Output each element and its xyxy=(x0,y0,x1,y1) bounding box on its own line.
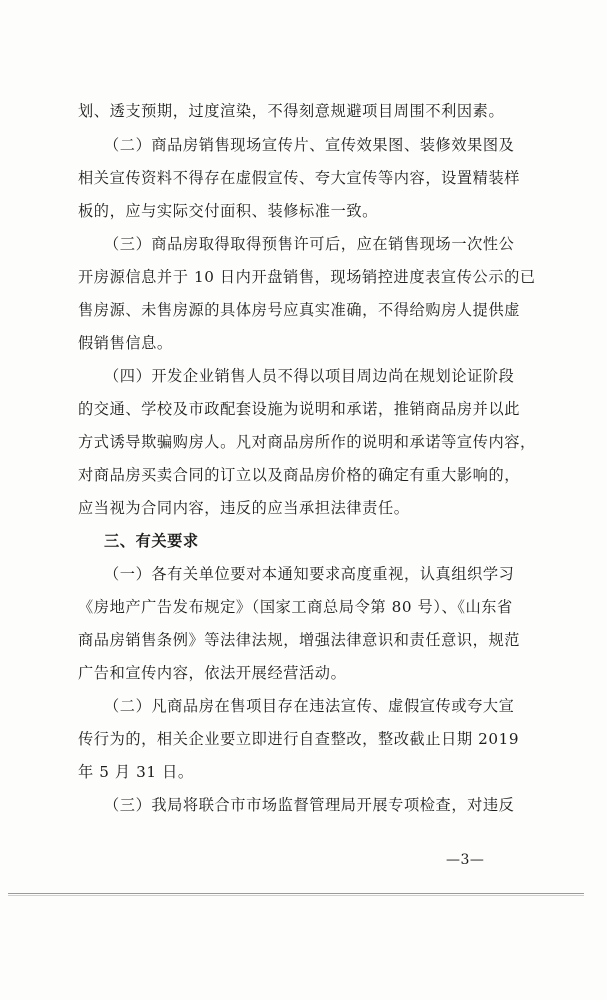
page-number: —3— xyxy=(446,852,485,868)
page-divider xyxy=(8,893,584,894)
paragraph-line: （四）开发企业销售人员不得以项目周边尚在规划论证阶段 xyxy=(104,367,515,385)
paragraph-line: 应当视为合同内容，违反的应当承担法律责任。 xyxy=(78,499,410,517)
paragraph-line: 方式诱导欺骗购房人。凡对商品房所作的说明和承诺等宣传内容， xyxy=(78,433,536,451)
paragraph-line: （三）商品房取得取得预售许可后，应在销售现场一次性公 xyxy=(104,235,515,253)
paragraph-line: （二）商品房销售现场宣传片、宣传效果图、装修效果图及 xyxy=(104,136,515,154)
paragraph-line: 售房源、未售房源的具体房号应真实准确，不得给购房人提供虚 xyxy=(78,301,521,319)
section-heading: 三、有关要求 xyxy=(104,532,199,550)
paragraph-line: 开房源信息并于 10 日内开盘销售，现场销控进度表宣传公示的已 xyxy=(78,268,536,286)
paragraph-line: 广告和宣传内容，依法开展经营活动。 xyxy=(78,664,347,682)
paragraph-line: （一）各有关单位要对本通知要求高度重视，认真组织学习 xyxy=(104,565,515,583)
paragraph-line: 对商品房买卖合同的订立以及商品房价格的确定有重大影响的， xyxy=(78,466,521,484)
page-divider-shadow xyxy=(8,895,584,896)
paragraph-line: （三）我局将联合市市场监督管理局开展专项检查，对违反 xyxy=(104,796,515,814)
paragraph-line: （二）凡商品房在售项目存在违法宣传、虚假宣传或夸大宣 xyxy=(104,697,515,715)
paragraph-line: 假销售信息。 xyxy=(78,334,173,352)
paragraph-line: 年 5 月 31 日。 xyxy=(78,763,194,781)
paragraph-line: 传行为的，相关企业要立即进行自查整改，整改截止日期 2019 xyxy=(78,730,520,748)
paragraph-line: 板的，应与实际交付面积、装修标准一致。 xyxy=(78,202,378,220)
paragraph-line: 《房地产广告发布规定》（国家工商总局令第 80 号）、《山东省 xyxy=(78,598,513,616)
paragraph-line: 相关宣传资料不得存在虚假宣传、夸大宣传等内容，设置精装样 xyxy=(78,169,521,187)
paragraph-line: 商品房销售条例》等法律法规，增强法律意识和责任意识，规范 xyxy=(78,631,521,649)
paragraph-line: 划、透支预期，过度渲染，不得刻意规避项目周围不利因素。 xyxy=(78,102,505,120)
paragraph-line: 的交通、学校及市政配套设施为说明和承诺，推销商品房并以此 xyxy=(78,400,521,418)
